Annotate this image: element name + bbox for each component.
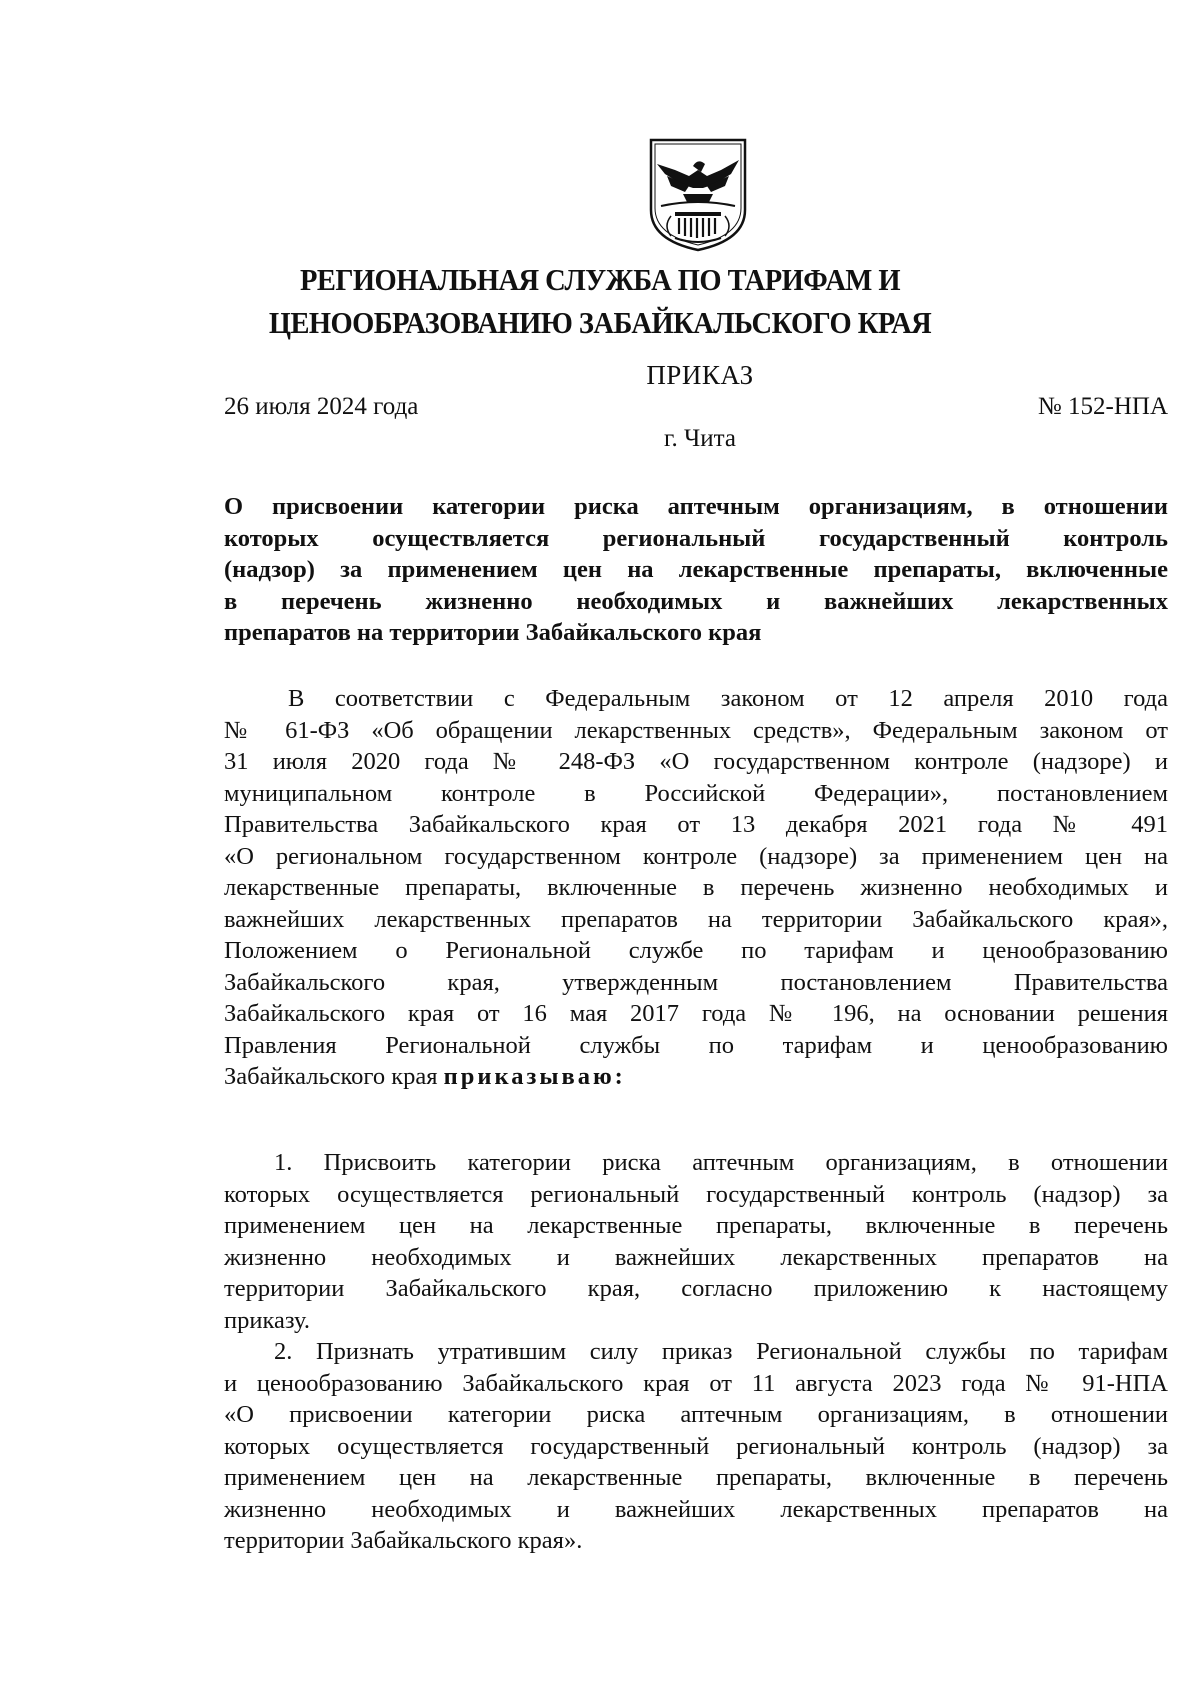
item-1-line: 1. Присвоить категории риска аптечным организациям, в отношении — [274, 1149, 1168, 1176]
document-date: 26 июля 2024 года — [224, 393, 419, 420]
item-2-line: 2. Признать утратившим силу приказ Региональной службы по тарифам — [274, 1338, 1168, 1365]
item-1-line: территории Забайкальского края, согласно приложению к настоящему — [224, 1275, 1168, 1302]
item-2-line: применением цен на лекарственные препараты, включенные в перечень — [224, 1464, 1168, 1491]
document-number: № 152-НПА — [1037, 393, 1168, 420]
title-line: в перечень жизненно необходимых и важнейших лекарственных — [224, 587, 1168, 615]
preamble-line: В соответствии с Федеральным законом от 12 апреля 2010 года — [288, 685, 1168, 712]
document-title — [224, 491, 1168, 649]
item-2-line: и ценообразованию Забайкальского края от 11 августа 2023 года № 91-НПА — [224, 1369, 1168, 1397]
item-2-line: «О присвоении категории риска аптечным организациям, в отношении — [224, 1401, 1168, 1428]
item-2-line: жизненно необходимых и важнейших лекарственных препаратов на — [224, 1495, 1168, 1523]
preamble-line: Правительства Забайкальского края от 13 декабря 2021 года № 491 — [224, 811, 1168, 838]
item-1-line: приказу. — [224, 1306, 310, 1334]
coat-of-arms-icon — [645, 136, 751, 252]
agency-name-line: ЦЕНООБРАЗОВАНИЮ ЗАБАЙКАЛЬСКОГО КРАЯ — [268, 305, 932, 340]
title-line: О присвоении категории риска аптечным организациям, в отношении — [224, 493, 1168, 520]
preamble-line: муниципальном контроле в Российской Федерации», постановлением — [224, 779, 1168, 807]
preamble-line: № 61-ФЗ «Об обращении лекарственных средств», Федеральным законом от — [224, 716, 1168, 744]
preamble-line: Забайкальского края от 16 мая 2017 года № 196, на основании решения — [224, 1000, 1168, 1027]
item-1-line: применением цен на лекарственные препараты, включенные в перечень — [224, 1212, 1168, 1239]
preamble-line: Правления Региональной службы по тарифам и ценообразованию — [224, 1031, 1168, 1059]
preamble-last-line — [224, 1061, 1168, 1093]
item-1-line: которых осуществляется региональный государственный контроль (надзор) за — [224, 1180, 1168, 1208]
preamble-last-line-text: Забайкальского края — [224, 1063, 444, 1090]
item-1-line: жизненно необходимых и важнейших лекарственных препаратов на — [224, 1243, 1168, 1271]
preamble-line: «О региональном государственном контроле (надзоре) за применением цен на — [224, 842, 1168, 870]
title-line: (надзор) за применением цен на лекарственные препараты, включенные — [224, 556, 1168, 583]
item-2-line: территории Забайкальского края». — [224, 1527, 583, 1554]
agency-name-line: РЕГИОНАЛЬНАЯ СЛУЖБА ПО ТАРИФАМ И — [299, 262, 900, 297]
item-2-line: которых осуществляется государственный региональный контроль (надзор) за — [224, 1432, 1168, 1460]
preamble-line: Положением о Региональной службе по тарифам и ценообразованию — [224, 937, 1168, 964]
document-city: г. Чита — [664, 425, 736, 452]
document-type: ПРИКАЗ — [646, 360, 754, 390]
preamble-paragraph — [224, 683, 1168, 1093]
item-2-paragraph — [224, 1336, 1168, 1557]
preamble-line: 31 июля 2020 года № 248-ФЗ «О государственном контроле (надзоре) и — [224, 748, 1168, 775]
title-line: препаратов на территории Забайкальского края — [224, 619, 762, 646]
preamble-line: Забайкальского края, утвержденным постановлением Правительства — [224, 968, 1168, 996]
title-line: которых осуществляется региональный государственный контроль — [224, 524, 1168, 552]
item-1-paragraph — [224, 1147, 1168, 1336]
preamble-line: лекарственные препараты, включенные в перечень жизненно необходимых и — [224, 874, 1168, 901]
preamble-line: важнейших лекарственных препаратов на территории Забайкальского края», — [224, 905, 1168, 933]
agency-name — [186, 258, 1014, 344]
order-word: приказываю: — [443, 1063, 626, 1090]
